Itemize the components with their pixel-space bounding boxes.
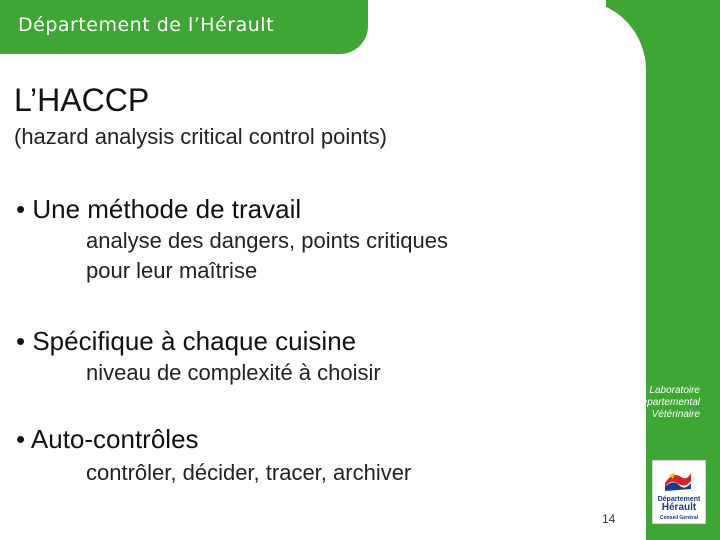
logo-text-line-1: Département xyxy=(657,496,701,503)
logo-text-line-3: Conseil Général xyxy=(659,515,699,521)
slide-title: L’HACCP xyxy=(14,82,150,118)
page-number: 14 xyxy=(602,512,616,526)
bullet-specifique-line-1: niveau de complexité à choisir xyxy=(86,360,381,385)
lab-label-line-1: Laboratoire xyxy=(649,385,700,396)
slide-subtitle: (hazard analysis critical control points) xyxy=(14,124,387,149)
lab-label xyxy=(590,385,700,421)
organisation-name: Département de l’Hérault xyxy=(18,14,275,36)
herault-flag-icon xyxy=(663,469,693,491)
bullet-auto-controles: • Auto-contrôles xyxy=(16,424,199,454)
bullet-methode-line-1: analyse des dangers, points critiques xyxy=(86,228,448,253)
lab-label-line-2: Départemental xyxy=(634,397,700,408)
header-tab xyxy=(0,0,368,54)
bullet-methode-line-2: pour leur maîtrise xyxy=(86,258,258,283)
bullet-auto-controles-line-1: contrôler, décider, tracer, archiver xyxy=(86,460,412,485)
bullet-specifique: • Spécifique à chaque cuisine xyxy=(16,326,357,356)
bullet-methode: • Une méthode de travail xyxy=(16,194,302,224)
herault-logo xyxy=(652,460,706,524)
logo-text-line-2: Hérault xyxy=(661,502,697,513)
lab-label-line-3: Vétérinaire xyxy=(651,409,700,420)
